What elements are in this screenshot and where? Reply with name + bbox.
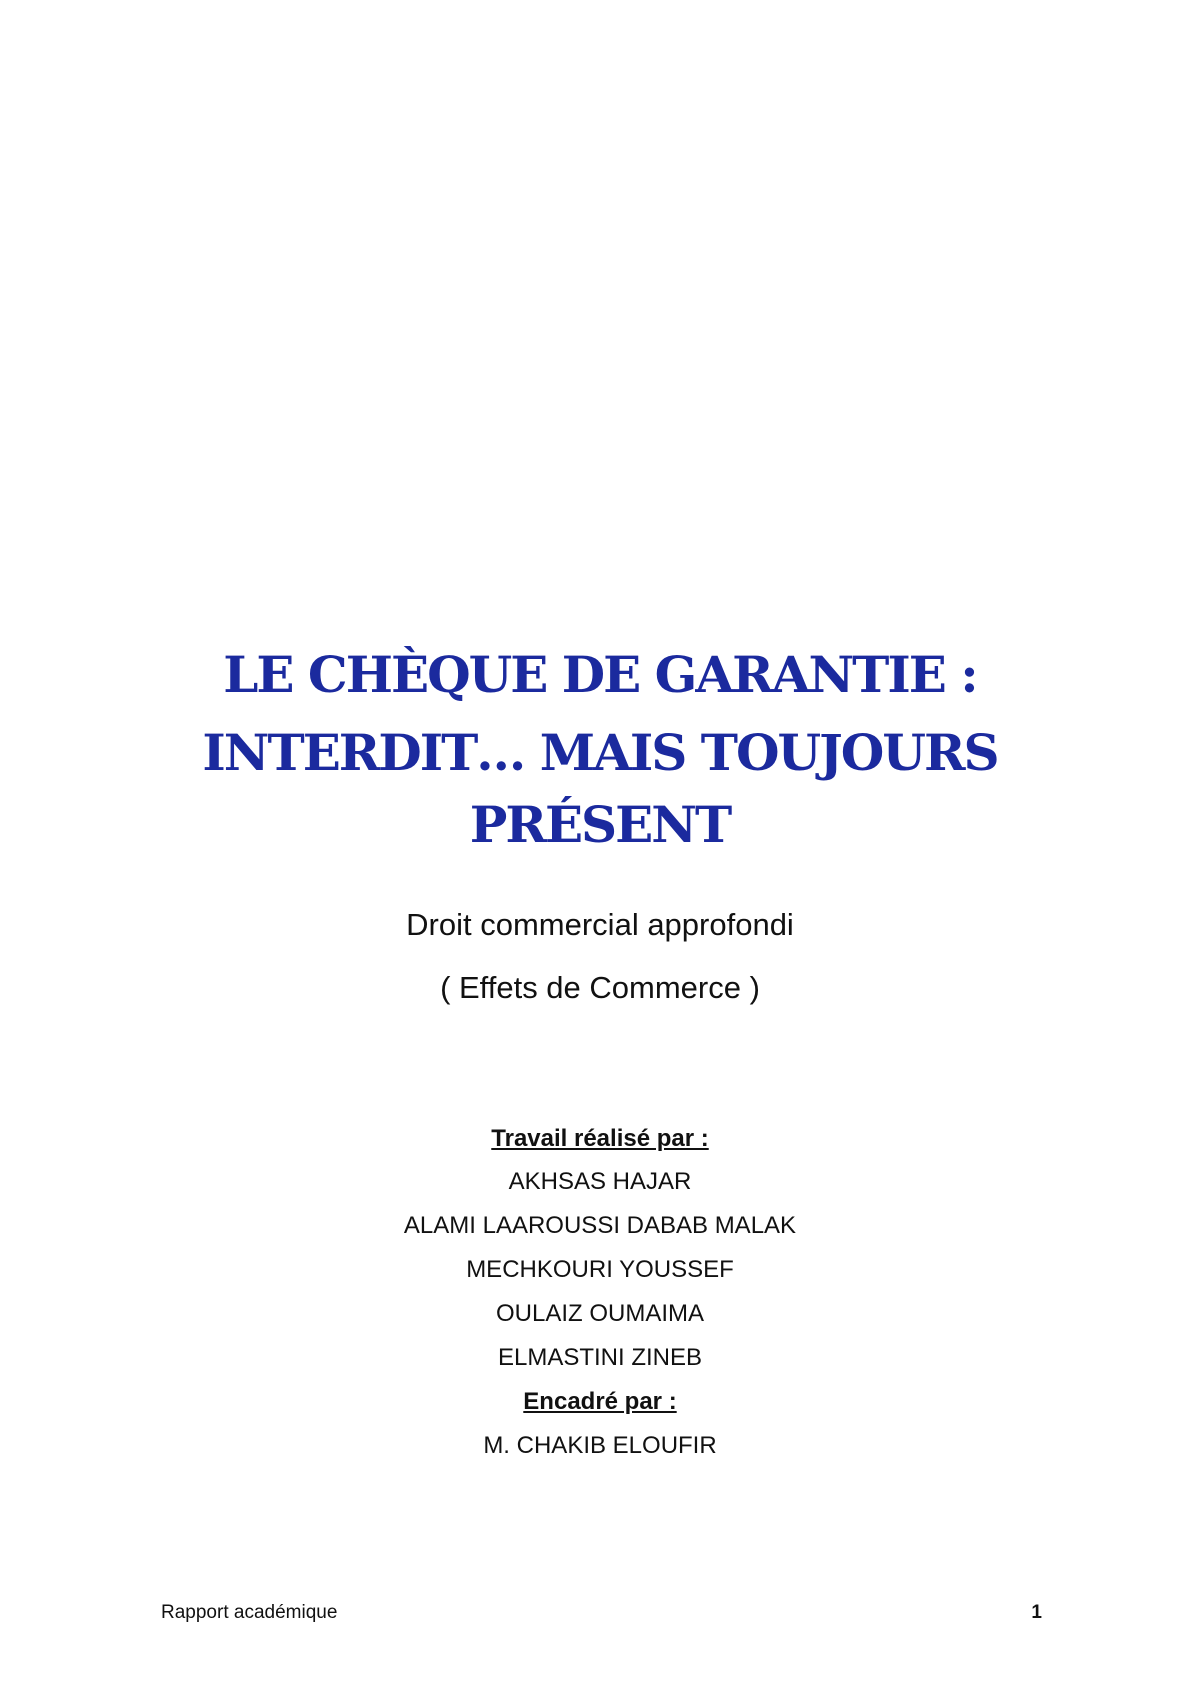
document-subtitle: Droit commercial approfondi — [406, 907, 794, 942]
author-name: ELMASTINI ZINEB — [497, 1344, 703, 1371]
author-name: AKHSAS HAJAR — [508, 1168, 692, 1195]
title-line-3: PRÉSENT — [469, 795, 731, 854]
title-line-1: LE CHÈQUE DE GARANTIE : — [223, 645, 977, 704]
author-name: MECHKOURI YOUSSEF — [466, 1256, 734, 1283]
supervisor-heading: Encadré par : — [523, 1388, 677, 1415]
page-number: 1 — [1031, 1602, 1042, 1623]
document-title — [100, 640, 1100, 870]
author-name: OULAIZ OUMAIMA — [495, 1300, 705, 1327]
author-name: ALAMI LAAROUSSI DABAB MALAK — [403, 1212, 797, 1239]
authors-heading: Travail réalisé par : — [491, 1125, 709, 1152]
supervisor-name: M. CHAKIB ELOUFIR — [483, 1432, 717, 1459]
course-name: ( Effets de Commerce ) — [440, 970, 760, 1005]
footer-label: Rapport académique — [161, 1602, 338, 1623]
title-line-2: INTERDIT… MAIS TOUJOURS — [202, 723, 998, 782]
